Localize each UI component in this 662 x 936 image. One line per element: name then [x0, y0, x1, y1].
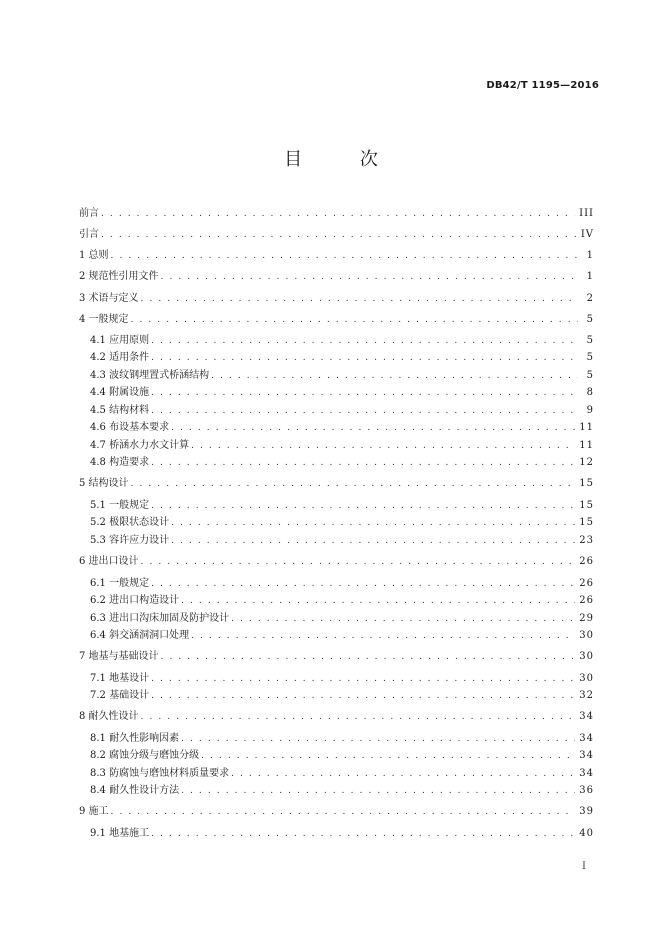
toc-entry[interactable]	[90, 499, 594, 513]
toc-entry-page: 2	[586, 293, 594, 304]
toc-entry-page: 15	[579, 478, 594, 489]
toc-entry-title: 6.4 斜交涵洞洞口处理	[90, 630, 190, 641]
toc-entry[interactable]	[90, 456, 594, 470]
toc-entry-page: 8	[586, 387, 594, 398]
toc-entry[interactable]	[90, 351, 594, 365]
toc-entry-page: 34	[579, 733, 594, 744]
toc-dot-leader	[131, 477, 576, 491]
toc-dot-leader	[151, 672, 575, 686]
toc-entry-page: 39	[579, 806, 594, 817]
toc-entry[interactable]	[90, 516, 594, 530]
toc-dot-leader	[191, 629, 575, 643]
toc-entry-page: 1	[586, 271, 594, 282]
toc-dot-leader	[141, 555, 576, 569]
toc-dot-leader	[111, 249, 578, 263]
toc-dot-leader	[151, 404, 578, 418]
toc-dot-leader	[171, 534, 575, 548]
toc-dot-leader	[101, 207, 575, 221]
toc-entry-page: 30	[579, 630, 594, 641]
toc-entry-title: 4.7 桥涵水力水文计算	[90, 440, 190, 451]
toc-entry-title: 3 术语与定义	[79, 293, 139, 304]
toc-entry-page: 5	[586, 314, 594, 325]
toc-entry-title: 4.1 应用原则	[90, 335, 150, 346]
toc-entry-page: 29	[579, 613, 594, 624]
toc-entry[interactable]	[79, 207, 594, 221]
toc-entry[interactable]	[90, 629, 594, 643]
toc-entry-page: 32	[579, 690, 594, 701]
toc-dot-leader	[151, 456, 575, 470]
toc-entry-page: 1	[586, 250, 594, 261]
toc-entry-title: 6.2 进出口构造设计	[90, 595, 180, 606]
toc-entry[interactable]	[90, 732, 594, 746]
toc-entry-page: 40	[579, 828, 594, 839]
toc-entry-title: 4.3 波纹钢埋置式桥涵结构	[90, 370, 210, 381]
toc-entry-page: 30	[579, 651, 594, 662]
toc-entry-title: 8.4 耐久性设计方法	[90, 785, 180, 796]
toc-entry[interactable]	[79, 270, 594, 284]
toc-entry-page: IV	[580, 229, 594, 240]
toc-dot-leader	[151, 827, 575, 841]
toc-entry[interactable]	[90, 386, 594, 400]
toc-entry[interactable]	[90, 439, 594, 453]
toc-dot-leader	[141, 292, 578, 306]
toc-entry-page: 12	[579, 457, 594, 468]
toc-entry[interactable]	[79, 710, 594, 724]
toc-dot-leader	[181, 784, 575, 798]
toc-dot-leader	[181, 594, 575, 608]
toc-entry-page: 15	[579, 517, 594, 528]
toc-dot-leader	[161, 650, 576, 664]
toc-entry-title: 6 进出口设计	[79, 556, 139, 567]
toc-entry-title: 7 地基与基础设计	[79, 651, 159, 662]
toc-entry-title: 4.4 附属设施	[90, 387, 150, 398]
toc-entry[interactable]	[90, 421, 594, 435]
toc-dot-leader	[111, 805, 576, 819]
toc-entry-title: 5.1 一般规定	[90, 500, 150, 511]
toc-dot-leader	[151, 499, 575, 513]
toc-dot-leader	[151, 334, 578, 348]
toc-entry-title: 5.3 容许应力设计	[90, 535, 170, 546]
toc-dot-leader	[211, 369, 578, 383]
toc-entry-page: 30	[579, 673, 594, 684]
toc-entry-title: 8.1 耐久性影响因素	[90, 733, 180, 744]
toc-entry-page: III	[579, 208, 594, 219]
toc-entry-title: 8.2 腐蚀分级与磨蚀分级	[90, 750, 200, 761]
toc-entry-title: 前言	[79, 208, 99, 219]
toc-entry-title: 7.2 基础设计	[90, 690, 150, 701]
toc-entry[interactable]	[90, 612, 594, 626]
toc-entry[interactable]	[79, 228, 594, 242]
toc-entry[interactable]	[90, 577, 594, 591]
toc-entry[interactable]	[90, 672, 594, 686]
toc-dot-leader	[231, 612, 575, 626]
toc-entry[interactable]	[79, 805, 594, 819]
toc-dot-leader	[151, 577, 575, 591]
toc-entry-page: 5	[586, 335, 594, 346]
toc-dot-leader	[201, 749, 575, 763]
toc-dot-leader	[141, 710, 576, 724]
toc-entry[interactable]	[90, 594, 594, 608]
toc-entry[interactable]	[79, 249, 594, 263]
page-number: I	[582, 861, 586, 872]
toc-entry-title: 9 施工	[79, 806, 109, 817]
toc-entry[interactable]	[90, 827, 594, 841]
toc-entry[interactable]	[79, 650, 594, 664]
toc-dot-leader	[171, 516, 575, 530]
toc-entry-title: 引言	[79, 229, 99, 240]
toc-entry-page: 15	[579, 500, 594, 511]
toc-entry[interactable]	[90, 749, 594, 763]
toc-entry-title: 5.2 极限状态设计	[90, 517, 170, 528]
toc-entry-title: 7.1 地基设计	[90, 673, 150, 684]
toc-entry[interactable]	[90, 689, 594, 703]
toc-entry-title: 1 总则	[79, 250, 109, 261]
toc-dot-leader	[151, 351, 578, 365]
toc-entry-title: 4.5 结构材料	[90, 405, 150, 416]
toc-dot-leader	[181, 732, 575, 746]
toc-entry-page: 34	[579, 768, 594, 779]
document-code: DB42/T 1195—2016	[486, 80, 599, 91]
toc-entry[interactable]	[90, 784, 594, 798]
toc-dot-leader	[101, 228, 577, 242]
toc-dot-leader	[151, 689, 575, 703]
toc-entry[interactable]	[90, 534, 594, 548]
toc-entry[interactable]	[79, 555, 594, 569]
toc-entry-title: 6.1 一般规定	[90, 578, 150, 589]
toc-entry-title: 8 耐久性设计	[79, 711, 139, 722]
toc-entry[interactable]	[79, 477, 594, 491]
toc-entry-page: 5	[586, 370, 594, 381]
toc-dot-leader	[131, 313, 578, 327]
toc-entry-title: 4.6 布设基本要求	[90, 422, 170, 433]
toc-entry[interactable]	[90, 767, 594, 781]
toc-entry-page: 26	[579, 578, 594, 589]
toc-dot-leader	[171, 421, 575, 435]
toc-dot-leader	[161, 270, 578, 284]
toc-dot-leader	[151, 386, 578, 400]
toc-entry-page: 36	[579, 785, 594, 796]
toc-entry-title: 4 一般规定	[79, 314, 129, 325]
toc-entry-page: 26	[579, 595, 594, 606]
toc-entry[interactable]	[90, 369, 594, 383]
toc-entry[interactable]	[79, 313, 594, 327]
toc-entry-title: 4.2 适用条件	[90, 352, 150, 363]
toc-entry[interactable]	[79, 292, 594, 306]
toc-entry-page: 11	[579, 440, 594, 451]
toc-entry-title: 5 结构设计	[79, 478, 129, 489]
toc-entry-title: 6.3 进出口沟床加固及防护设计	[90, 613, 230, 624]
page-title: 目 次	[284, 149, 404, 170]
toc-entry-page: 34	[579, 711, 594, 722]
toc-entry-title: 9.1 地基施工	[90, 828, 150, 839]
toc-entry-page: 26	[579, 556, 594, 567]
toc-entry[interactable]	[90, 404, 594, 418]
toc-dot-leader	[231, 767, 575, 781]
toc-entry-title: 4.8 构造要求	[90, 457, 150, 468]
toc-entry-page: 11	[579, 422, 594, 433]
toc-entry-title: 8.3 防腐蚀与磨蚀材料质量要求	[90, 768, 230, 779]
toc-entry-title: 2 规范性引用文件	[79, 271, 159, 282]
toc-entry-page: 9	[586, 405, 594, 416]
toc-entry[interactable]	[90, 334, 594, 348]
toc-entry-page: 23	[579, 535, 594, 546]
toc-entry-page: 34	[579, 750, 594, 761]
toc-dot-leader	[191, 439, 575, 453]
toc-entry-page: 5	[586, 352, 594, 363]
